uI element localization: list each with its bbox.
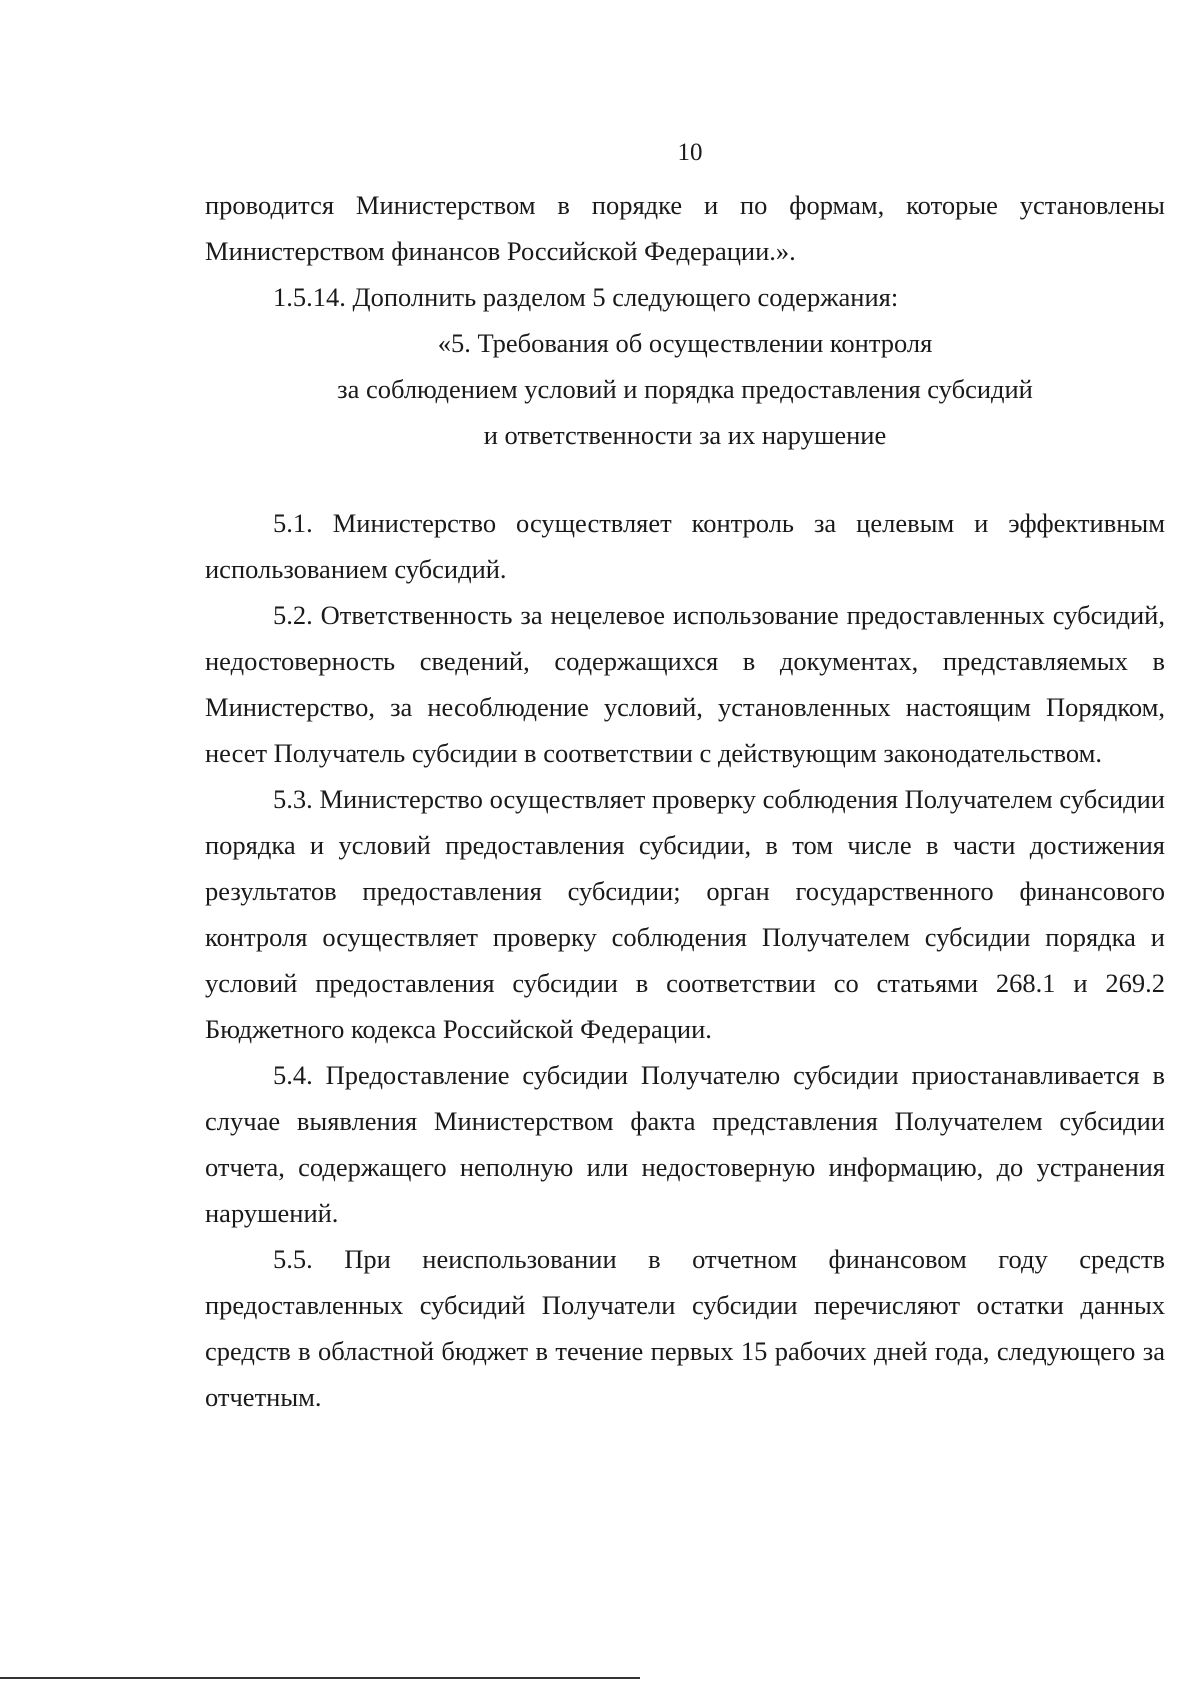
clause-5-1: 5.1. Министерство осуществляет контроль за целевым и эффективным использованием субсидий.	[205, 508, 1165, 584]
paragraph-continuation: проводится Министерством в порядке и по формам, которые установлены Министерством финансов Российской Федерации.».	[205, 190, 1165, 266]
section-heading-line-3: и ответственности за их нарушение	[483, 420, 887, 450]
document-body	[205, 182, 1165, 1420]
footer-divider-line	[0, 1677, 640, 1679]
heading-spacer	[205, 458, 1165, 500]
clause-5-2: 5.2. Ответственность за нецелевое использование предоставленных субсидий, недостоверность сведений, содержащихся в документах, представляемых в Министерство, за несоблюдение условий, установленных настоящим Порядком, несет Получатель субсидии в соответствии с действующим законодательством.	[205, 600, 1165, 768]
paragraph-amendment-1-5-14: 1.5.14. Дополнить разделом 5 следующего содержания:	[273, 282, 899, 312]
section-5-heading	[205, 320, 1165, 458]
clause-5-4: 5.4. Предоставление субсидии Получателю субсидии приостанавливается в случае выявления Министерством факта представления Получателем субсидии отчета, содержащего неполную или недостоверную информацию, до устранения нарушений.	[205, 1060, 1165, 1228]
section-heading-line-1: «5. Требования об осуществлении контроля	[437, 328, 933, 358]
page-number: 10	[677, 139, 703, 166]
section-heading-line-2: за соблюдением условий и порядка предоставления субсидий	[337, 374, 1033, 404]
clause-5-5: 5.5. При неиспользовании в отчетном финансовом году средств предоставленных субсидий Получатели субсидии перечисляют остатки данных средств в областной бюджет в течение первых 15 рабочих дней года, следующего за отчетным.	[205, 1244, 1165, 1412]
clause-5-3: 5.3. Министерство осуществляет проверку соблюдения Получателем субсидии порядка и условий предоставления субсидии, в том числе в части достижения результатов предоставления субсидии; орган государственного финансового контроля осуществляет проверку соблюдения Получателем субсидии порядка и условий предоставления субсидии в соответствии со статьями 268.1 и 269.2 Бюджетного кодекса Российской Федерации.	[205, 784, 1165, 1044]
